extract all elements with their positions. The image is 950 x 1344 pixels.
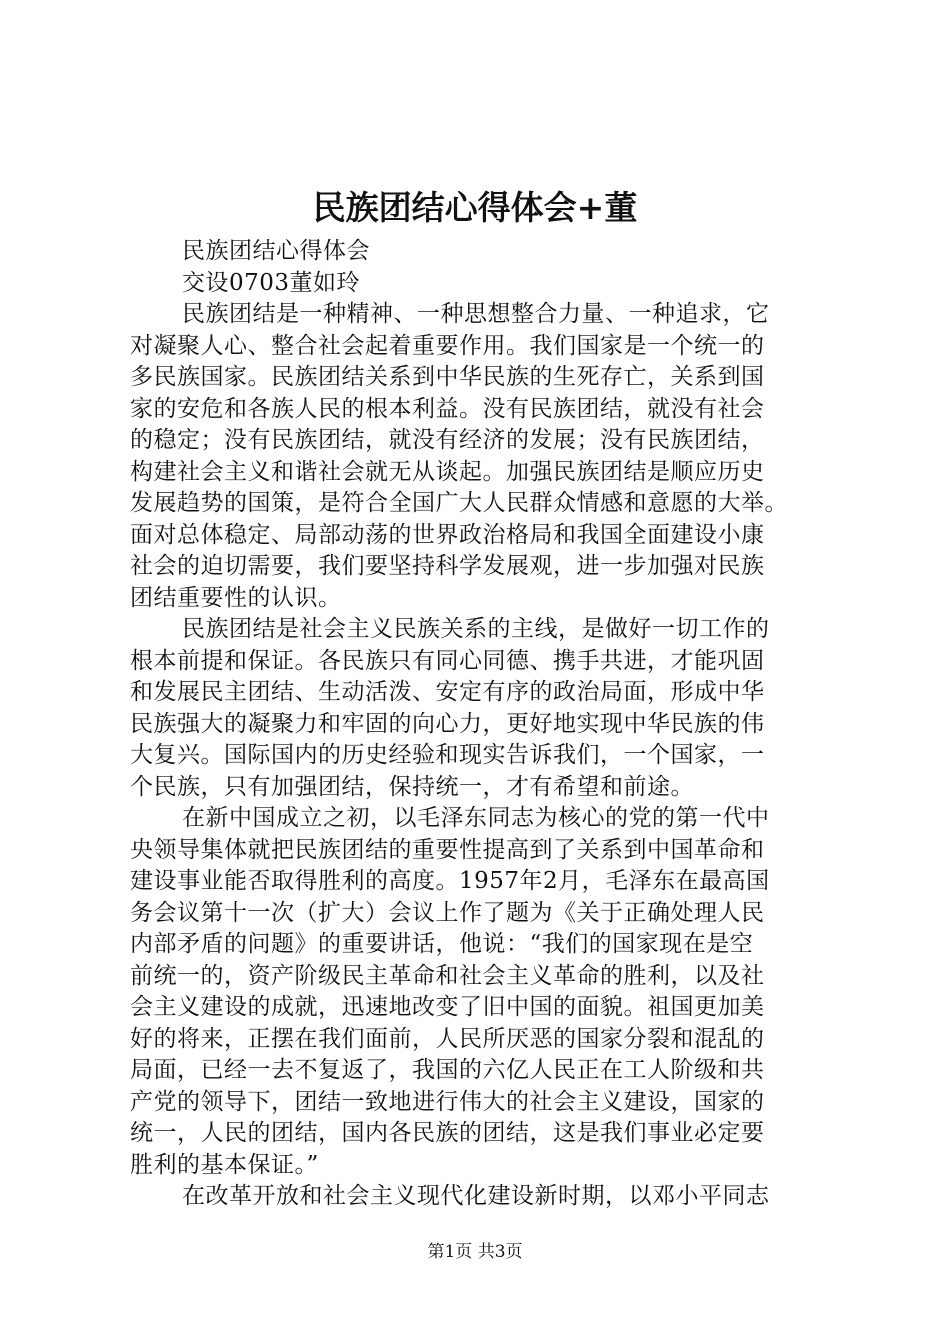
text-line: 建设事业能否取得胜利的高度。1957年2月，毛泽东在最高国 <box>130 868 770 894</box>
text-line: 的稳定；没有民族团结，就没有经济的发展；没有民族团结， <box>130 427 765 453</box>
text-line: 会主义建设的成就，迅速地改变了旧中国的面貌。祖国更加美 <box>130 994 765 1020</box>
text-line: 民族团结是社会主义民族关系的主线，是做好一切工作的 <box>182 616 770 642</box>
text-line: 局面，已经一去不复返了，我国的六亿人民正在工人阶级和共 <box>130 1057 765 1083</box>
text-line: 内部矛盾的问题》的重要讲话，他说：“我们的国家现在是空 <box>130 931 754 957</box>
text-line: 团结重要性的认识。 <box>130 584 342 611</box>
text-line: 面对总体稳定、局部动荡的世界政治格局和我国全面建设小康 <box>130 521 765 548</box>
text-line: 统一，人民的团结，国内各民族的团结，这是我们事业必定要 <box>130 1120 765 1146</box>
text-line: 和发展民主团结、生动活泼、安定有序的政治局面，形成中华 <box>130 679 765 705</box>
text-line: 民族团结是一种精神、一种思想整合力量、一种追求，它 <box>182 301 770 327</box>
text-line: 在新中国成立之初，以毛泽东同志为核心的党的第一代中 <box>182 805 770 831</box>
text-line: 好的将来，正摆在我们面前，人民所厌恶的国家分裂和混乱的 <box>130 1025 765 1052</box>
document-body <box>130 236 830 1213</box>
text-line: 前统一的，资产阶级民主革命和社会主义革命的胜利，以及社 <box>130 962 765 989</box>
text-line: 民族强大的凝聚力和牢固的向心力，更好地实现中华民族的伟 <box>130 710 765 737</box>
page-footer: 第1页 共3页 <box>427 1242 523 1262</box>
text-line: 民族团结心得体会 <box>182 238 370 264</box>
text-line: 务会议第十一次（扩大）会议上作了题为《关于正确处理人民 <box>130 899 765 926</box>
text-line: 交设0703董如玲 <box>182 269 361 296</box>
text-line: 多民族国家。民族团结关系到中华民族的生死存亡，关系到国 <box>130 364 765 390</box>
text-line: 胜利的基本保证。” <box>130 1151 319 1178</box>
text-line: 在改革开放和社会主义现代化建设新时期，以邓小平同志 <box>182 1183 770 1209</box>
text-line: 大复兴。国际国内的历史经验和现实告诉我们，一个国家，一 <box>130 742 765 768</box>
document-title: 民族团结心得体会+董 <box>312 188 638 227</box>
text-line: 根本前提和保证。各民族只有同心同德、携手共进，才能巩固 <box>130 647 765 674</box>
text-line: 家的安危和各族人民的根本利益。没有民族团结，就没有社会 <box>130 395 765 422</box>
text-line: 个民族，只有加强团结，保持统一，才有希望和前途。 <box>130 773 694 800</box>
text-line: 对凝聚人心、整合社会起着重要作用。我们国家是一个统一的 <box>130 332 765 359</box>
text-line: 央领导集体就把民族团结的重要性提高到了关系到中国革命和 <box>130 836 765 863</box>
text-line: 发展趋势的国策，是符合全国广大人民群众情感和意愿的大举。 <box>130 490 788 516</box>
text-line: 构建社会主义和谐社会就无从谈起。加强民族团结是顺应历史 <box>130 458 765 485</box>
text-line: 产党的领导下，团结一致地进行伟大的社会主义建设，国家的 <box>130 1088 765 1115</box>
text-line: 社会的迫切需要，我们要坚持科学发展观，进一步加强对民族 <box>130 553 765 579</box>
